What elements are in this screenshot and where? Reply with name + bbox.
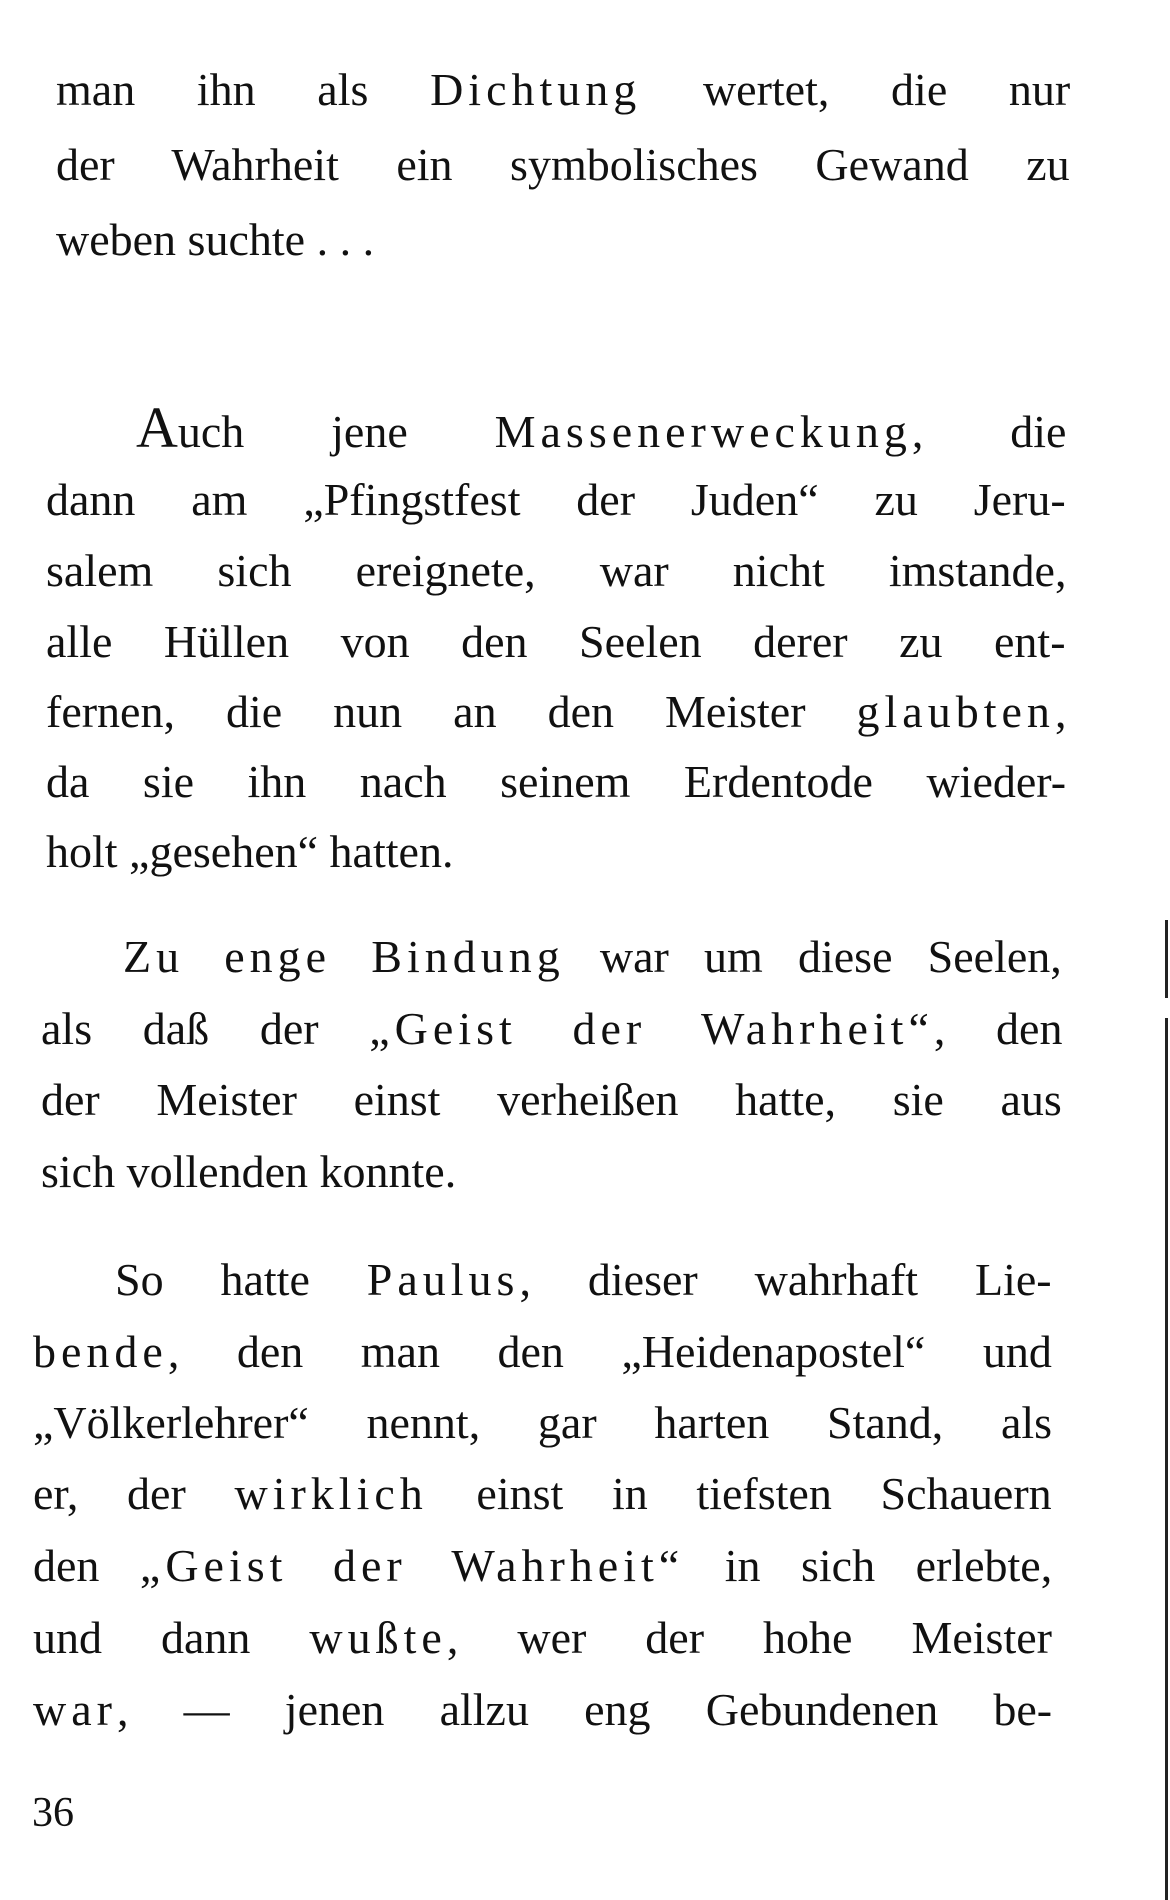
- text-run: in sich erlebte,: [684, 1540, 1052, 1591]
- text-run: , den: [933, 1003, 1062, 1054]
- text-line: [115, 1252, 1052, 1308]
- text-run: dann am „Pfingstfest der Juden“ zu Jeru-: [46, 474, 1066, 525]
- text-run: er, der: [33, 1468, 235, 1519]
- text-line: [136, 400, 1066, 460]
- text-line: [123, 929, 1062, 985]
- spaced-emphasis: Zu enge Bindung: [123, 931, 565, 982]
- page-edge-rule-lower: [1165, 1018, 1168, 1900]
- text-run: , wer der hohe Meister: [446, 1612, 1052, 1663]
- initial-letter: A: [136, 400, 178, 460]
- text-line: [33, 1538, 1052, 1594]
- text-run: ,: [1054, 686, 1066, 737]
- spaced-emphasis: wußte: [309, 1612, 447, 1663]
- text-run: der Meister einst verheißen hatte, sie aus: [41, 1074, 1062, 1125]
- text-line: [56, 62, 1070, 118]
- text-run: weben suchte . . .: [56, 214, 375, 265]
- spaced-emphasis: „Geist der Wahrheit“: [369, 1003, 934, 1054]
- text-run: als daß der: [41, 1003, 370, 1054]
- text-run: holt „gesehen“ hatten.: [46, 826, 454, 877]
- text-run: alle Hüllen von den Seelen derer zu ent-: [46, 616, 1066, 667]
- text-line: [46, 824, 1066, 880]
- text-run: wertet, die nur: [641, 64, 1070, 115]
- text-line: [46, 543, 1066, 599]
- text-run: , die: [911, 406, 1066, 457]
- text-line: [33, 1395, 1052, 1451]
- text-line: [46, 614, 1066, 670]
- text-run: , den man den „Heidenapostel“ und: [167, 1326, 1052, 1377]
- text-line: [33, 1466, 1052, 1522]
- text-line: [33, 1682, 1052, 1738]
- text-line: [41, 1001, 1062, 1057]
- text-run: der Wahrheit ein symbolisches Gewand zu: [56, 139, 1070, 190]
- text-run: fernen, die nun an den Meister: [46, 686, 857, 737]
- text-run: den: [33, 1540, 140, 1591]
- text-line: [56, 137, 1070, 193]
- spaced-emphasis: glaubten: [856, 686, 1055, 737]
- text-run: uch jene: [177, 406, 495, 457]
- spaced-emphasis: Paulus: [366, 1254, 520, 1305]
- text-line: [33, 1324, 1052, 1380]
- spaced-emphasis: „Geist der Wahrheit“: [139, 1540, 685, 1591]
- text-line: [41, 1072, 1062, 1128]
- text-run: man ihn als: [56, 64, 431, 115]
- text-run: war um diese Seelen,: [564, 931, 1062, 982]
- text-run: , — jenen allzu eng Gebundenen be-: [116, 1684, 1052, 1735]
- page-edge-rule-upper: [1165, 920, 1168, 998]
- spaced-emphasis: bende: [33, 1326, 168, 1377]
- page-number: 36: [32, 1790, 74, 1836]
- spaced-emphasis: Dichtung: [430, 64, 642, 115]
- spaced-emphasis: wirklich: [234, 1468, 428, 1519]
- text-run: sich vollenden konnte.: [41, 1146, 457, 1197]
- spaced-emphasis: war: [33, 1684, 117, 1735]
- text-run: einst in tiefsten Schauern: [427, 1468, 1052, 1519]
- text-run: und dann: [33, 1612, 310, 1663]
- text-run: da sie ihn nach seinem Erdentode wieder-: [46, 756, 1066, 807]
- text-run: , dieser wahrhaft Lie-: [519, 1254, 1052, 1305]
- text-line: [46, 472, 1066, 528]
- text-line: [56, 212, 1070, 268]
- text-run: So hatte: [115, 1254, 367, 1305]
- text-line: [46, 684, 1066, 740]
- text-run: salem sich ereignete, war nicht imstande,: [46, 545, 1066, 596]
- text-line: [46, 754, 1066, 810]
- text-line: [33, 1610, 1052, 1666]
- spaced-emphasis: Massenerweckung: [494, 406, 912, 457]
- text-line: [41, 1144, 1062, 1200]
- text-run: „Völkerlehrer“ nennt, gar harten Stand, als: [33, 1397, 1052, 1448]
